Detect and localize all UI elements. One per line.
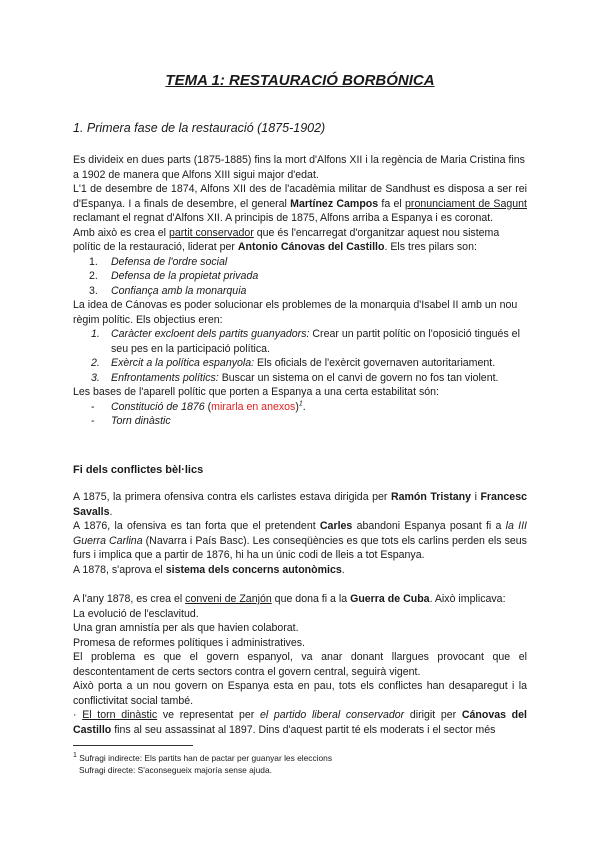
bold-term: Antonio Cánovas del Castillo [237, 241, 385, 253]
list-item: - Torn dinàstic [91, 415, 171, 427]
bold-term: Francesc Savalls [73, 491, 527, 518]
footnote-divider [73, 745, 193, 746]
bases-list [73, 400, 527, 429]
objectives-list [73, 327, 527, 385]
paragraph: · El torn dinàstic ve representat per el partido liberal conservador dirigit per Cánovas del Castillo fins al seu assassinat al 1897. Dins d'aquest partit té els moderats i el sector més [73, 709, 527, 736]
list-item: 3. Confiança amb la monarquia [89, 284, 247, 297]
page-title: TEMA 1: RESTAURACIÓ BORBÓNICA [165, 72, 435, 89]
paragraph: A 1875, la primera ofensiva contra els carlistes estava dirigida per Ramón Tristany i Francesc Savalls. [73, 491, 527, 518]
paragraph: Promesa de reformes polítiques i administratives. [73, 636, 305, 649]
paragraph: La idea de Cánovas es poder solucionar els problemes de la monarquia d'Isabel II amb un nou règim polític. Els objectius eren: [73, 299, 518, 326]
bold-term: Ramón Tristany [390, 491, 472, 503]
bold-term: sistema dels concerns autonòmics [165, 563, 342, 576]
footnote-line-2: Sufragi directe: S'aconsegueix majoría sense ajuda. [79, 765, 272, 775]
underlined-term: El torn dinàstic [82, 709, 158, 721]
footnote-line-1: $^1$ Sufragi indirecte: Els partits han de pactar per guanyar les eleccions [73, 752, 333, 763]
paragraph: Una gran amnistía per als que havien colaborat. [73, 622, 299, 634]
list-item: 1. Caràcter excloent dels partits guanyadors: Crear un partit polític on l'oposició tingués el seu pes en la participació política. [91, 328, 520, 355]
underlined-term: pronunciament de Sagunt [405, 197, 527, 210]
section-1-body [73, 153, 527, 429]
paragraph: Amb això es crea el partit conservador que és l'encarregat d'organitzar aquest nou sistema polític de la restauració, liderat per Antonio Cánovas del Castillo. Els tres pilars son: [73, 226, 500, 253]
paragraph: La evolució de l'esclavitud. [73, 607, 199, 620]
list-item: 1. Defensa de l'ordre social [89, 255, 228, 268]
pillars-list [73, 255, 527, 299]
list-item: 2. Defensa de la propietat privada [89, 270, 259, 282]
bold-term: Carles [319, 520, 353, 532]
bold-term: Martínez Campos [290, 197, 379, 210]
paragraph: A 1878, s'aprova el sistema dels concerns autonòmics. [73, 563, 345, 576]
paragraph: A l'any 1878, es crea el conveni de Zanjón que dona fi a la Guerra de Cuba. Això implicava: [73, 593, 506, 605]
list-item: - Constitució de 1876 (mirarla en anexos)$^1$. [91, 399, 306, 413]
list-item: 3. Enfrontaments polítics: Buscar un sistema on el canvi de govern no fos tan violent. [91, 371, 499, 384]
section-2-body [73, 490, 527, 577]
annex-link[interactable]: mirarla en anexos [211, 400, 296, 413]
paragraph: El problema es que el govern espanyol, va anar donant llargues provocant que el descontentament de certs sectors contra el govern central, seguirà vigent. [73, 651, 527, 678]
section-2-heading: Fi dels conflictes bèl·lics [73, 464, 204, 476]
paragraph: Es divideix en dues parts (1875-1885) fins la mort d'Alfons XII i la regència de Maria Cristina fins a 1902 de manera que Alfons XIII sigui major d'edat. [73, 154, 525, 181]
bold-term: Guerra de Cuba [350, 593, 430, 605]
paragraph: L'1 de desembre de 1874, Alfons XII des de l'acadèmia militar de Sandhust es disposa a ser rei d'Espanya. I a finals de desembre, el general Martínez Campos fa el pronunciament de Sagunt reclamant el regnat d'Alfons XII. A principis de 1875, Alfons arriba a Espanya i es coronat. [73, 183, 527, 224]
footnote-ref[interactable]: 1 [298, 399, 303, 407]
list-item: 2. Exèrcit a la política espanyola: Els oficials de l'exèrcit governaven autoritariament. [91, 357, 496, 369]
underlined-term: conveni de Zanjón [185, 593, 272, 605]
section-1-heading: 1. Primera fase de la restauració (1875-1902) [73, 121, 326, 135]
paragraph: A 1876, la ofensiva es tan forta que el pretendent Carles abandoni Espanya posant fi a la III Guerra Carlina (Navarra i País Basc). Les conseqüències es que tots els carlins perden els seus furs i implica que a partir de 1876, hi ha un únic codi de lleis a tot Espanya. [73, 520, 527, 561]
section-2-body-continued [73, 592, 527, 737]
underlined-term: partit conservador [168, 226, 254, 239]
bold-term: Cánovas del Castillo [73, 709, 527, 736]
paragraph: Això porta a un nou govern on Espanya esta en pau, tots els conflictes han desaparegut i la conflictivitat social també. [73, 680, 527, 707]
paragraph: Les bases de l'aparell polític que porten a Espanya a una certa estabilitat són: [73, 386, 439, 398]
